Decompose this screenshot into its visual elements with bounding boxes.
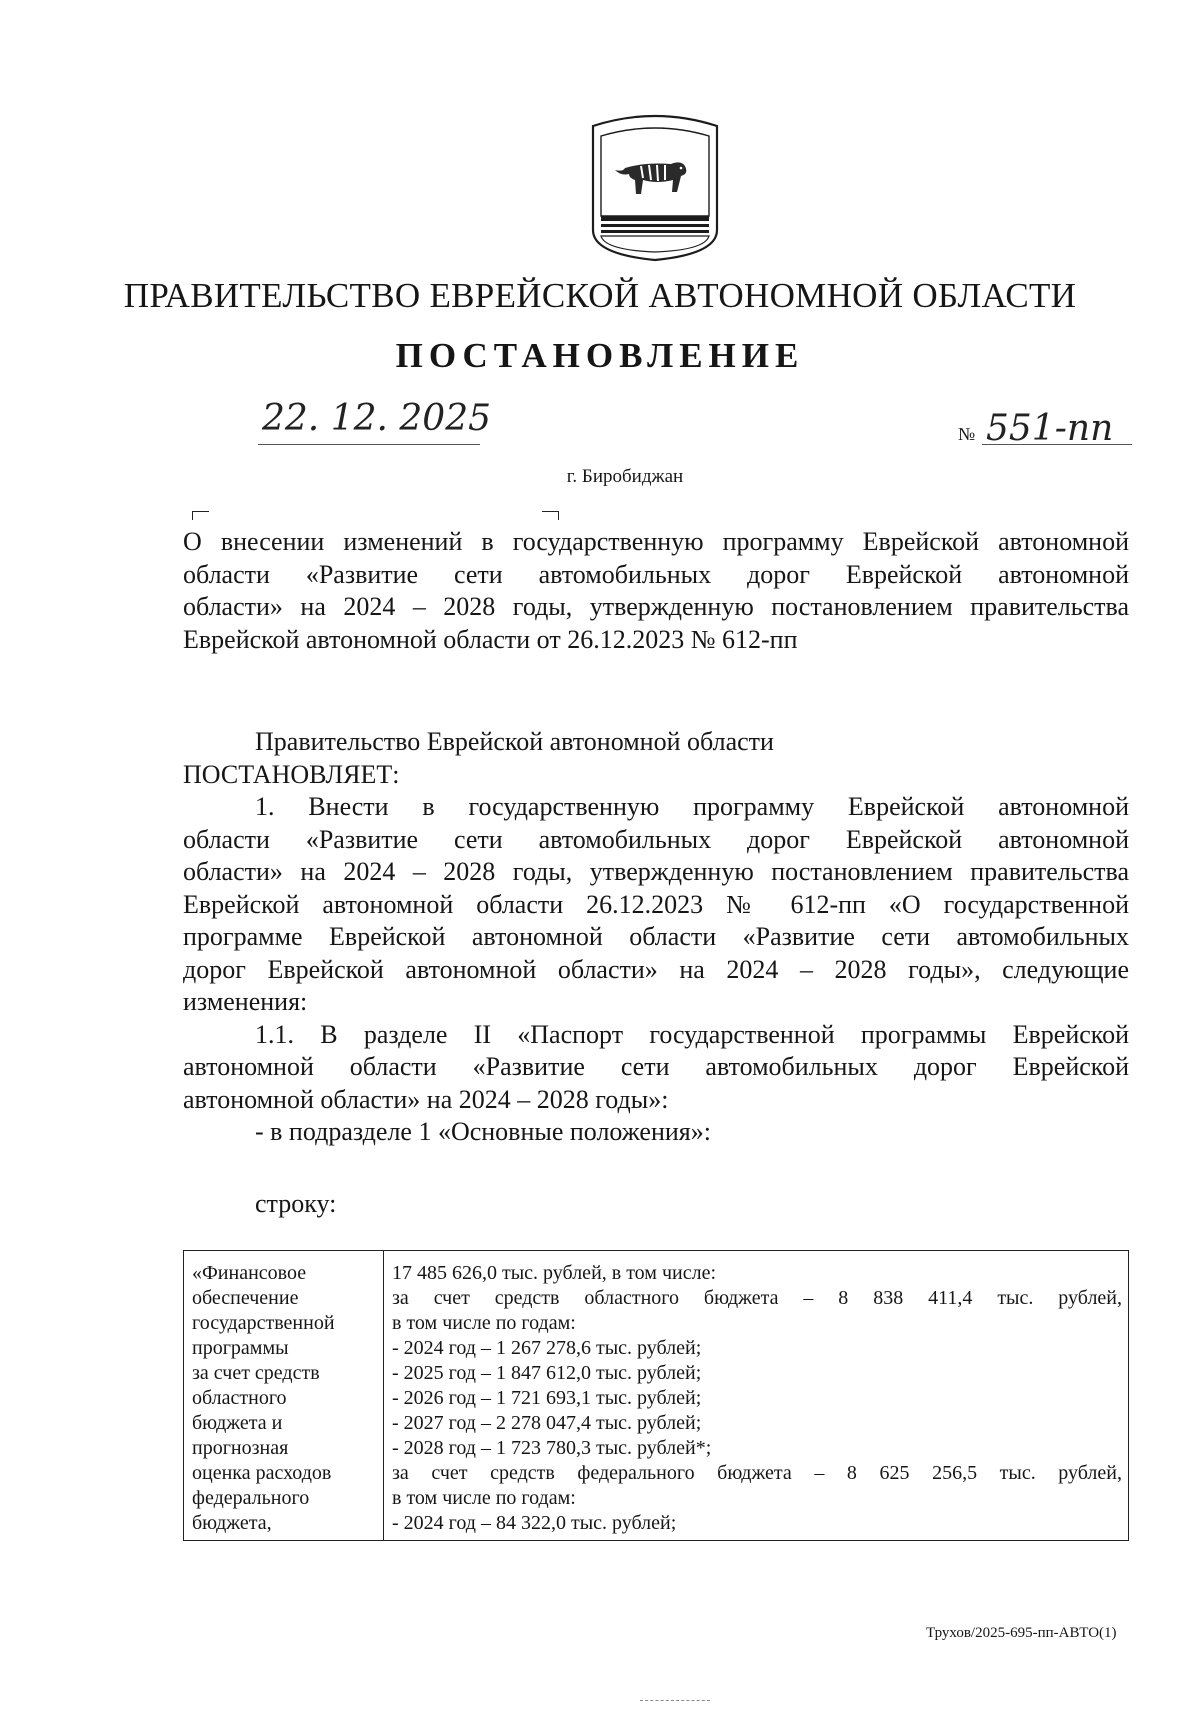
date-underline [258,444,480,445]
item1-line: области» на 2024 – 2028 годы, утвержденную постановлением правительства [183,857,1129,886]
title-line: области» на 2024 – 2028 годы, утвержденную постановлением правительства [183,592,1129,621]
resolution-body [183,726,1129,1149]
item11-line: автономной области «Развитие сети автомобильных дорог Еврейской [183,1052,1129,1081]
label-line: областного [192,1387,287,1409]
value-line: за счет средств федерального бюджета – 8 625 256,5 тыс. рублей, [392,1462,1122,1484]
handwritten-number: 551-пп [986,408,1114,449]
title-line: Еврейской автономной области от 26.12.2023 № 612-пп [183,624,798,654]
intro-text: Правительство Еврейской автономной области [255,727,774,756]
value-line: - 2027 год – 2 278 047,4 тыс. рублей; [392,1412,702,1434]
value-line: за счет средств областного бюджета – 8 838 411,4 тыс. рублей, [392,1287,1122,1309]
item1-line: области «Развитие сети автомобильных дорог Еврейской автономной [183,824,1129,854]
label-line: бюджета и [192,1412,283,1434]
title-line: области «Развитие сети автомобильных дорог Еврейской автономной [183,559,1129,589]
value-line: - 2024 год – 84 322,0 тыс. рублей; [392,1512,677,1534]
coat-of-arms-icon [585,112,725,262]
table-cell-label [184,1251,384,1541]
item11-line: 1.1. В разделе II «Паспорт государственной программы Еврейской [255,1019,1129,1049]
document-type-heading: ПОСТАНОВЛЕНИЕ [395,336,805,375]
subsection-text: - в подразделе 1 «Основные положения»: [255,1117,711,1146]
row-word [183,1188,1129,1221]
value-line: - 2026 год – 1 721 693,1 тыс. рублей; [392,1387,702,1409]
value-line: в том числе по годам: [392,1312,576,1334]
item1-line: изменения: [183,987,308,1016]
scan-artifact [640,1700,710,1701]
label-line: программы [192,1337,289,1359]
item1-line: 1. Внести в государственную программу Еврейской автономной [255,792,1129,821]
city-name: г. Биробиджан [566,466,684,487]
label-line: бюджета, [192,1512,272,1534]
value-line: - 2024 год – 1 267 278,6 тыс. рублей; [392,1337,702,1359]
document-title [183,526,1129,656]
label-line: оценка расходов [192,1462,332,1484]
corner-bracket-right [542,511,559,520]
item1-line: дорог Еврейской автономной области» на 2024 – 2028 годы», следующие [183,954,1129,984]
title-line: О внесении изменений в государственную программу Еврейской автономной [183,527,1129,556]
item11-line: автономной области» на 2024 – 2028 годы»: [183,1084,669,1114]
value-line: в том числе по годам: [392,1487,576,1509]
table-cell-value [384,1251,1129,1541]
label-line: «Финансовое [192,1262,307,1284]
corner-bracket-left [192,511,209,520]
label-line: государственной [192,1312,335,1334]
label-line: федерального [192,1487,310,1509]
row-word-text: строку: [255,1189,337,1218]
item1-line: Еврейской автономной области 26.12.2023 № 612-пп «О государственной [183,889,1129,919]
value-line: - 2028 год – 1 723 780,3 тыс. рублей*; [392,1437,712,1459]
document-footer-code: Трухов/2025-695-пп-АВТО(1) [926,1625,1117,1641]
government-title: ПРАВИТЕЛЬСТВО ЕВРЕЙСКОЙ АВТОНОМНОЙ ОБЛАСТИ [123,276,1077,315]
value-line: - 2025 год – 1 847 612,0 тыс. рублей; [392,1362,702,1384]
handwritten-date: 22. 12. 2025 [262,398,492,439]
financing-table [183,1250,1129,1541]
number-label: № [958,424,976,444]
resolves-text: ПОСТАНОВЛЯЕТ: [183,759,400,789]
label-line: обеспечение [192,1287,299,1309]
item1-line: программе Еврейской автономной области «Развитие сети автомобильных [183,922,1129,951]
label-line: прогнозная [192,1437,289,1459]
value-line: 17 485 626,0 тыс. рублей, в том числе: [392,1262,717,1284]
table-row [184,1251,1129,1541]
label-line: за счет средств [192,1362,320,1384]
